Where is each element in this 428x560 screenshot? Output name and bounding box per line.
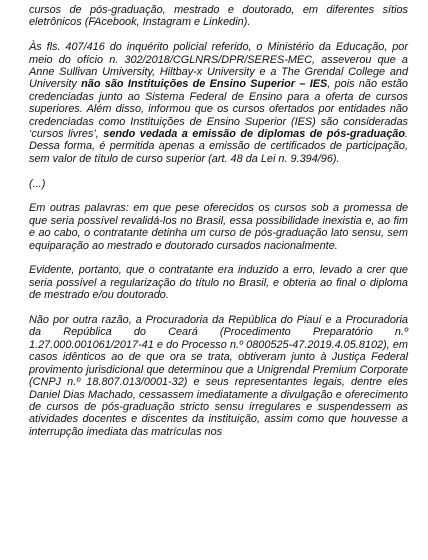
paragraph-2	[29, 41, 408, 165]
paragraph-4: Em outras palavras: em que pese oferecidos os cursos sob a promessa de que seria possível revalidá-los no Brasil, essa possibilidade inexistia e, ao fim e ao cabo, o contratante detinha um curso de pós-graduação lato sensu, sem equiparação ao mestrado e doutorado cursados nacionalmente.	[29, 202, 408, 252]
paragraph-6: Não por outra razão, a Procuradoria da República do Piauí e a Procuradoria da República do Ceará (Procedimento Preparatório n.º 1.27.000.001061/2017-41 e do Processo n.º 0800525-47.2019.4.05.8102), em casos idênticos ao de que ora se trata, obtiveram junto à Justiça Federal provimento jurisdicional que determinou que a Unigrendal Premium Corporate (CNPJ n.º 18.807.013/0001-32) e seus representantes legais, dentre eles Daniel Dias Machado, cessassem imediatamente a divulgação e oferecimento de cursos de pós-graduação stricto sensu irregulares e suspendessem as atividades docentes e discentes da instituição, assim como que houvesse a interrupção imediata das matrículas nos	[29, 314, 408, 438]
paragraph-2-text-a: Às fls. 407/416 do inquérito policial referido, o Ministério da Educação, por meio do ofício n. 302/2018/CGLNRS/DPR/SERES-MEC, asseverou que a Anne Sullivan Umiversity, Hiltbay-x University e a The Grendal College and University	[29, 41, 408, 91]
paragraph-1: cursos de pós-graduação, mestrado e doutorado, em diferentes sítios eletrônicos (FAcebook, Instagram e Linkedin).	[29, 4, 408, 29]
paragraph-5: Evidente, portanto, que o contratante era induzido a erro, levado a crer que seria possível a regularização do título no Brasil, e obteria ao final o diploma de mestrado e/ou doutorado.	[29, 264, 408, 302]
paragraph-2-text-c: . Dessa forma, é permitida apenas a emissão de certificados de participação, sem valor de título de curso superior (art. 48 da Lei n. 9.394/96).	[29, 128, 409, 165]
paragraph-2-bold-2: sendo vedada a emissão de diplomas de pós-graduação	[103, 128, 405, 141]
ellipsis-paragraph: (...)	[29, 177, 46, 190]
paragraph-2-bold-1: não são Instituições de Ensino Superior – IES	[81, 78, 328, 91]
paragraph-2-text-b: , pois não estão credenciadas junto ao Sistema Federal de Ensino para a oferta de cursos superiores. Além disso, informou que os cursos ofertados por entidades não credenciadas como Instituições de Ensino Superior (IES) são consideradas ‘cursos livres’,	[29, 78, 408, 141]
